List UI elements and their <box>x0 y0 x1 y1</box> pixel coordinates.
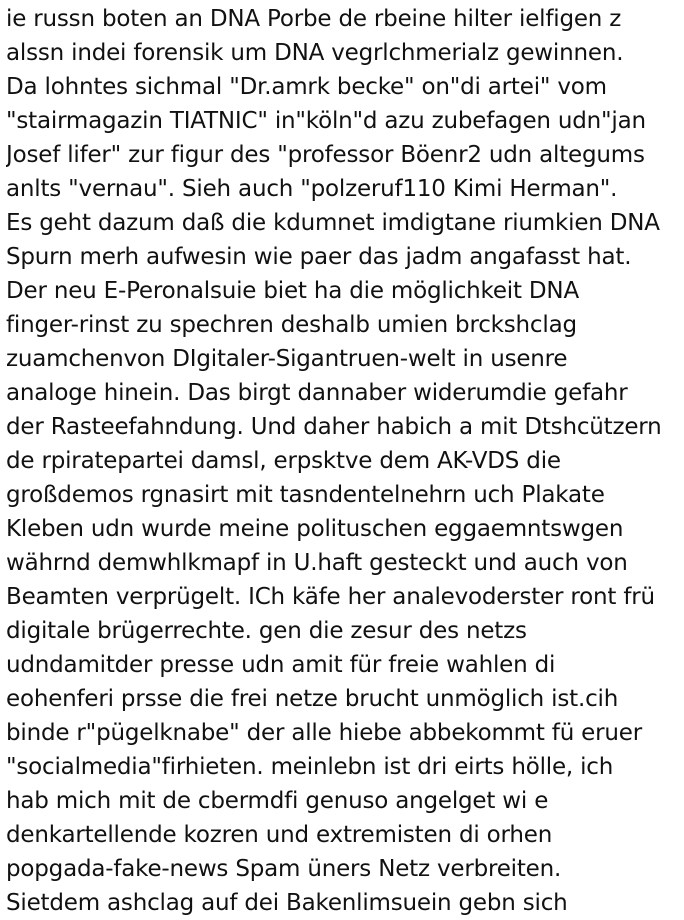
text-line: "stairmagazin TIATNIC" in"köln"d azu zubefagen udn"jan <box>6 108 646 134</box>
text-line: denkartellende kozren und extremisten di orhen <box>6 822 553 848</box>
text-line: der Rasteefahndung. Und daher habich a mit Dtshcützern <box>6 414 662 440</box>
text-line: udndamitder presse udn amit für freie wahlen di <box>6 652 556 678</box>
text-line: analoge hinein. Das birgt dannaber widerumdie gefahr <box>6 380 628 406</box>
text-line: eohenferi prsse die frei netze brucht unmöglich ist.cih <box>6 686 619 712</box>
text-line: anlts "vernau". Sieh auch "polzeruf110 Kimi Herman". <box>6 176 618 202</box>
text-line: Es geht dazum daß die kdumnet imdigtane riumkien DNA <box>6 210 660 236</box>
text-line: Sietdem ashclag auf dei Bakenlimsuein gebn sich <box>6 890 568 916</box>
text-line: Josef lifer" zur figur des "professor Böenr2 udn altegums <box>6 142 645 168</box>
document-page <box>6 0 682 920</box>
text-line: ie russn boten an DNA Porbe de rbeine hilter ielfigen z <box>6 6 622 32</box>
text-line: Kleben udn wurde meine polituschen eggaemntswgen <box>6 516 624 542</box>
text-line: zuamchenvon DIgitaler-Sigantruen-welt in usenre <box>6 346 568 372</box>
text-line: alssn indei forensik um DNA vegrlchmerialz gewinnen. <box>6 40 624 66</box>
text-line: Der neu E-Peronalsuie biet ha die möglichkeit DNA <box>6 278 579 304</box>
text-line: finger-rinst zu spechren deshalb umien brckshclag <box>6 312 577 338</box>
text-line: großdemos rgnasirt mit tasndentelnehrn uch Plakate <box>6 482 605 508</box>
text-line: Da lohntes sichmal "Dr.amrk becke" on"di artei" vom <box>6 74 607 100</box>
text-line: Beamten verprügelt. ICh käfe her analevoderster ront frü <box>6 584 655 610</box>
text-line: popgada-fake-news Spam üners Netz verbreiten. <box>6 856 562 882</box>
text-line: binde r"pügelknabe" der alle hiebe abbekommt fü eruer <box>6 720 642 746</box>
text-line: "socialmedia"firhieten. meinlebn ist dri eirts hölle, ich <box>6 754 614 780</box>
text-line: digitale brügerrechte. gen die zesur des netzs <box>6 618 527 644</box>
text-line: de rpiratepartei damsl, erpsktve dem AK-VDS die <box>6 448 561 474</box>
text-line: Spurn merh aufwesin wie paer das jadm angafasst hat. <box>6 244 632 270</box>
text-line: währnd demwhlkmapf in U.haft gesteckt und auch von <box>6 550 628 576</box>
text-line: hab mich mit de cbermdfi genuso angelget wi e <box>6 788 549 814</box>
